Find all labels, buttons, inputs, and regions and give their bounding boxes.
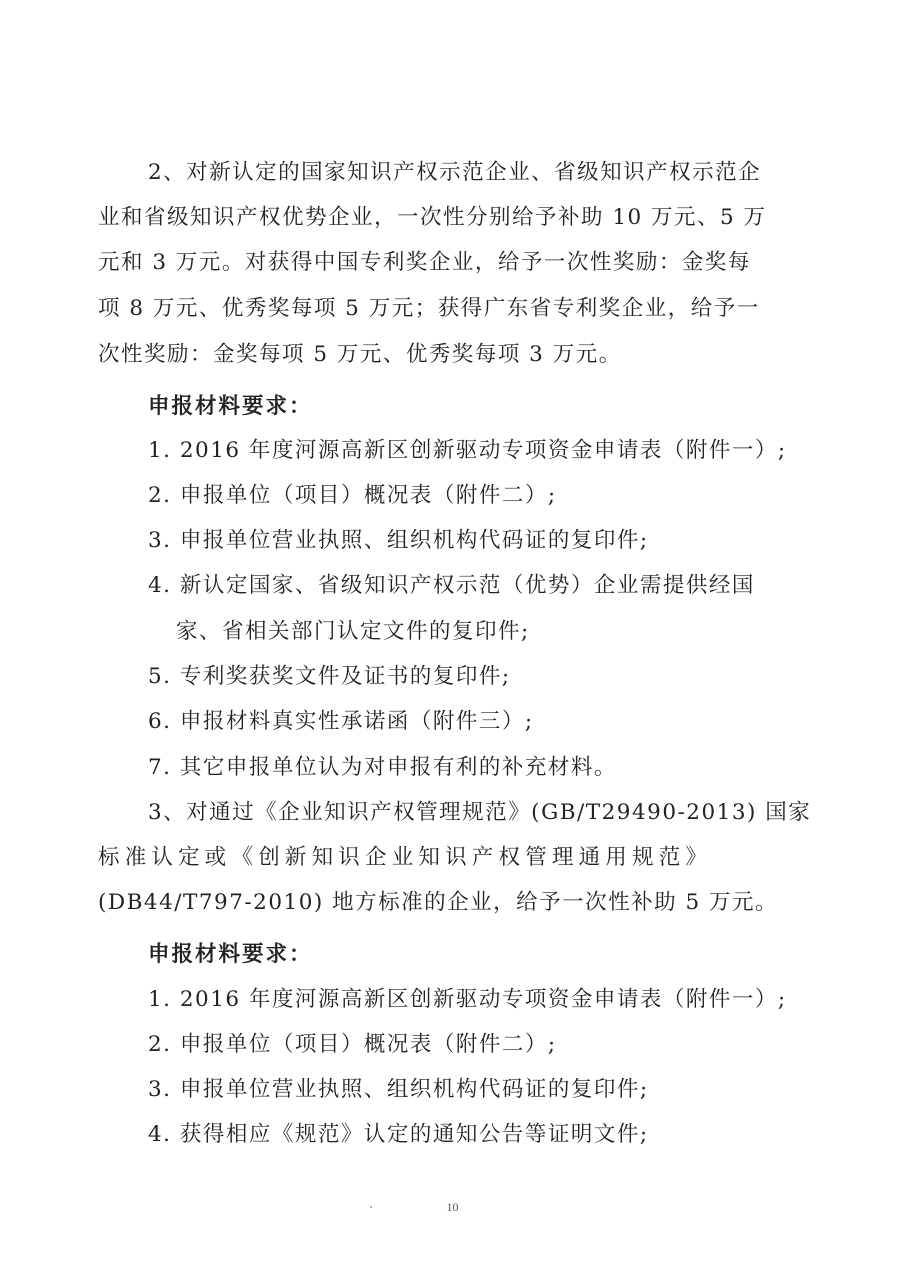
list-item-continuation: 家、省相关部门认定文件的复印件; <box>176 619 530 644</box>
list-item: 4. 获得相应《规范》认定的通知公告等证明文件; <box>148 1122 649 1147</box>
list-item: 2. 申报单位（项目）概况表（附件二）; <box>148 1032 557 1057</box>
list-item: 3. 申报单位营业执照、组织机构代码证的复印件; <box>148 528 649 553</box>
list-item: 6. 申报材料真实性承诺函（附件三）; <box>148 709 534 734</box>
paragraph-line: 业和省级知识产权优势企业，一次性分别给予补助 10 万元、5 万 <box>98 205 767 230</box>
list-item: 2. 申报单位（项目）概况表（附件二）; <box>148 483 557 508</box>
list-item: 7. 其它申报单位认为对申报有利的补充材料。 <box>148 755 617 780</box>
list-item: 1. 2016 年度河源高新区创新驱动专项资金申请表（附件一）; <box>148 438 787 463</box>
paragraph-line: (DB44/T797-2010) 地方标准的企业，给予一次性补助 5 万元。 <box>98 890 778 915</box>
paragraph-line: 项 8 万元、优秀奖每项 5 万元；获得广东省专利奖企业，给予一 <box>98 296 760 321</box>
paragraph-line: 3、对通过《企业知识产权管理规范》(GB/T29490-2013) 国家 <box>148 800 812 825</box>
paragraph-line: 元和 3 万元。对获得中国专利奖企业，给予一次性奖励：金奖每 <box>98 250 751 275</box>
list-item: 1. 2016 年度河源高新区创新驱动专项资金申请表（附件一）; <box>148 987 787 1012</box>
paragraph-line: 次性奖励：金奖每项 5 万元、优秀奖每项 3 万元。 <box>98 342 622 367</box>
list-item: 4. 新认定国家、省级知识产权示范（优势）企业需提供经国 <box>148 573 755 598</box>
page-number: 10 <box>446 1200 459 1214</box>
section-heading: 申报材料要求： <box>148 942 313 967</box>
paragraph-line: 2、对新认定的国家知识产权示范企业、省级知识产权示范企 <box>148 160 762 185</box>
section-heading: 申报材料要求： <box>148 394 313 419</box>
list-item: 3. 申报单位营业执照、组织机构代码证的复印件; <box>148 1077 649 1102</box>
list-item: 5. 专利奖获奖文件及证书的复印件; <box>148 664 511 689</box>
paragraph-line: 标准认定或《创新知识企业知识产权管理通用规范》 <box>98 845 713 870</box>
